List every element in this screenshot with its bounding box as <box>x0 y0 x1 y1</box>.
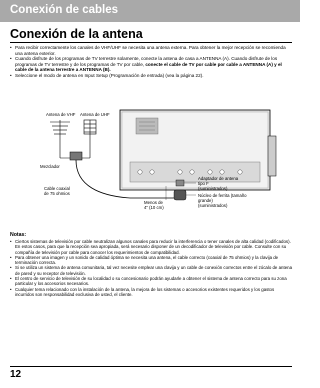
vhf-antenna-icon <box>50 120 70 158</box>
note-item: • Cualquier tema relacionado con la instalación de la antena, la mejora de los sistemas o accesorios existentes requeridos y los gastos incurridos son responsabilidad exclusiva de usted, el cliente. <box>10 287 292 298</box>
bullet-item <box>10 45 292 56</box>
vhf-antenna-label: Antena de VHF <box>46 112 76 117</box>
note-item: • Si se utiliza un sistema de antena comunitaria, tal vez necesite emplear una clavija y un cable de conexión correctos entre el zócalo de antena de pared y su receptor de televisión. <box>10 265 292 276</box>
length-label-line-2: 4" (10 cm) <box>144 205 164 210</box>
mixer-icon <box>70 152 82 160</box>
section-header-bar <box>0 0 300 22</box>
ferrite-core-icon <box>174 190 186 200</box>
coax-label-line-2: de 75 ohmios <box>44 191 70 196</box>
uhf-antenna-label: Antena de UHF <box>80 112 110 117</box>
section-header-title: Conexión de cables <box>10 4 119 16</box>
bullet-text: Seleccione el modo de antena en Input Setup (Programación de entrada) (vea la página 22). <box>15 72 204 78</box>
note-item: • El centro de servicio de televisión de su localidad o su concesionario podrán ayudarle a obtener el sistema de antena correcto para su zona particular y los accesorios necesarios. <box>10 276 292 287</box>
ferrite-label-line-1: Núcleo de ferrita (tamaño <box>198 193 247 198</box>
mixer-label: Mezclador <box>40 164 60 169</box>
page-title: Conexión de la antena <box>10 27 143 41</box>
f-type-adapter-icon <box>176 180 184 186</box>
coax-label-line-1: Cable coaxial <box>44 186 70 191</box>
uhf-antenna-icon <box>84 120 96 158</box>
bullet-text: Cuando disfrute de los programas de TV terrestre solamente, conecte la antena de casa a ANTENNA (A). Cuando disfrute de los programas de TV terrestre y de los programas de TV por cable, <box>15 56 278 67</box>
adapter-label-line-2: tipo F <box>198 181 209 186</box>
bullet-text: Para recibir correctamente los canales de VHF/UHF se necesita una antena externa. Para obtener la mejor recepción se recomienda una antena exterior. <box>15 45 286 56</box>
length-label-line-1: Menos de <box>144 200 163 205</box>
bullet-item <box>10 56 292 73</box>
page-number: 12 <box>10 369 22 380</box>
bullet-bold-text: conecte el cable de TV por cable por cable a ANTENNA (A) y el cable de la antena terrestre a ANTENNA (B). <box>15 61 282 73</box>
adapter-label-line-1: Adaptador de antena <box>198 176 239 181</box>
notes-title: Notas: <box>10 232 27 238</box>
bullet-item <box>10 73 292 79</box>
intro-bullet-list <box>10 45 292 79</box>
adapter-label-line-3: (suministrados) <box>198 186 228 191</box>
antenna-connection-diagram <box>40 106 280 226</box>
notes-list <box>10 239 292 297</box>
note-item: • Para obtener una imagen y un sonido de calidad óptima se necesita una antena, el cable correcto (coaxial de 75 ohmios) y la clavija de terminación correcta. <box>10 255 292 266</box>
footer-divider <box>10 366 292 367</box>
ferrite-label-line-3: (suministrados) <box>198 203 228 208</box>
note-item: • Ciertos sistemas de televisión por cable neutralizan algunos canales para reducir la interferencia o tener canales de alta calidad (codificados). En estos casos, para que la recepción sea apropiada, será necesario disponer de un decodificador de televisión por cable. Consulte con su compañía de televisión por cable para conocer los requerimientos de compatibilidad. <box>10 239 292 255</box>
ferrite-label-line-2: grande) <box>198 198 213 203</box>
title-divider <box>10 42 292 43</box>
